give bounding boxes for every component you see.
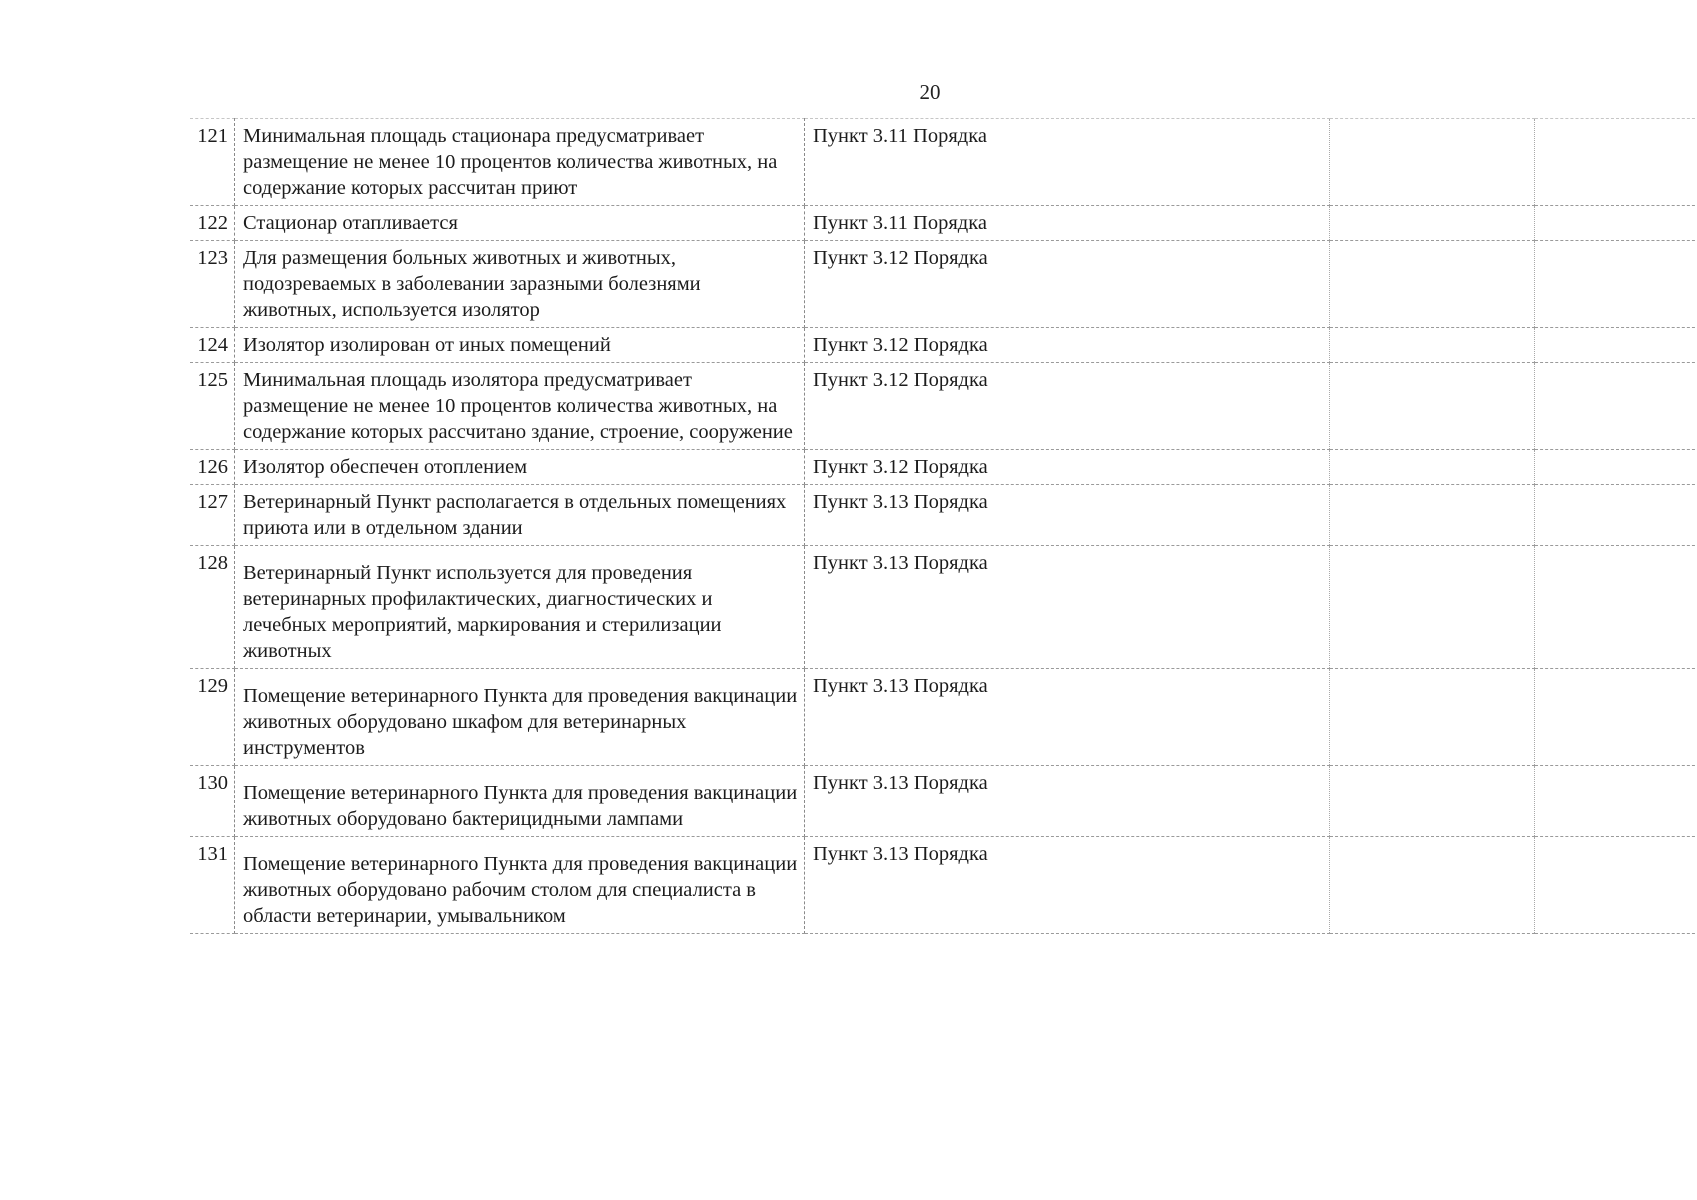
table-row (190, 766, 1697, 837)
row-number: 126 (190, 450, 235, 485)
empty-cell (1535, 119, 1697, 206)
legal-reference: Пункт 3.13 Порядка (805, 837, 1330, 934)
empty-cell (1535, 206, 1697, 241)
table-row (190, 485, 1697, 546)
row-number: 123 (190, 241, 235, 328)
table-row (190, 119, 1697, 206)
requirement-text: Ветеринарный Пункт используется для проведения ветеринарных профилактических, диагностических и лечебных мероприятий, маркирования и стерилизации животных (235, 546, 805, 669)
legal-reference: Пункт 3.13 Порядка (805, 766, 1330, 837)
row-number: 128 (190, 546, 235, 669)
table-row (190, 363, 1697, 450)
empty-cell (1535, 669, 1697, 766)
empty-cell (1330, 328, 1535, 363)
empty-cell (1535, 241, 1697, 328)
empty-cell (1330, 241, 1535, 328)
empty-cell (1330, 450, 1535, 485)
requirement-text: Минимальная площадь изолятора предусматривает размещение не менее 10 процентов количества животных, на содержание которых рассчитано здание, строение, сооружение (235, 363, 805, 450)
row-number: 129 (190, 669, 235, 766)
table-row (190, 450, 1697, 485)
table-row (190, 241, 1697, 328)
requirement-text: Помещение ветеринарного Пункта для проведения вакцинации животных оборудовано бактерицидными лампами (235, 766, 805, 837)
legal-reference: Пункт 3.12 Порядка (805, 450, 1330, 485)
legal-reference: Пункт 3.12 Порядка (805, 241, 1330, 328)
legal-reference: Пункт 3.11 Порядка (805, 206, 1330, 241)
empty-cell (1330, 669, 1535, 766)
requirements-table (190, 118, 1697, 934)
requirement-text: Для размещения больных животных и животных, подозреваемых в заболевании заразными болезнями животных, используется изолятор (235, 241, 805, 328)
requirement-text: Помещение ветеринарного Пункта для проведения вакцинации животных оборудовано шкафом для ветеринарных инструментов (235, 669, 805, 766)
empty-cell (1535, 485, 1697, 546)
table-row (190, 328, 1697, 363)
empty-cell (1535, 450, 1697, 485)
row-number: 131 (190, 837, 235, 934)
empty-cell (1535, 837, 1697, 934)
legal-reference: Пункт 3.13 Порядка (805, 669, 1330, 766)
table-row (190, 837, 1697, 934)
row-number: 130 (190, 766, 235, 837)
legal-reference: Пункт 3.12 Порядка (805, 328, 1330, 363)
row-number: 121 (190, 119, 235, 206)
requirement-text: Изолятор изолирован от иных помещений (235, 328, 805, 363)
empty-cell (1330, 363, 1535, 450)
empty-cell (1535, 328, 1697, 363)
table-row (190, 669, 1697, 766)
empty-cell (1330, 119, 1535, 206)
empty-cell (1330, 837, 1535, 934)
requirement-text: Минимальная площадь стационара предусматривает размещение не менее 10 процентов количества животных, на содержание которых рассчитан приют (235, 119, 805, 206)
requirement-text: Помещение ветеринарного Пункта для проведения вакцинации животных оборудовано рабочим столом для специалиста в области ветеринарии, умывальником (235, 837, 805, 934)
row-number: 122 (190, 206, 235, 241)
legal-reference: Пункт 3.13 Порядка (805, 485, 1330, 546)
table-row (190, 546, 1697, 669)
legal-reference: Пункт 3.13 Порядка (805, 546, 1330, 669)
empty-cell (1330, 766, 1535, 837)
empty-cell (1535, 546, 1697, 669)
requirement-text: Изолятор обеспечен отоплением (235, 450, 805, 485)
requirement-text: Ветеринарный Пункт располагается в отдельных помещениях приюта или в отдельном здании (235, 485, 805, 546)
row-number: 124 (190, 328, 235, 363)
table-row (190, 206, 1697, 241)
requirement-text: Стационар отапливается (235, 206, 805, 241)
empty-cell (1535, 766, 1697, 837)
empty-cell (1330, 206, 1535, 241)
empty-cell (1330, 546, 1535, 669)
page-number: 20 (919, 80, 941, 104)
legal-reference: Пункт 3.11 Порядка (805, 119, 1330, 206)
row-number: 127 (190, 485, 235, 546)
legal-reference: Пункт 3.12 Порядка (805, 363, 1330, 450)
empty-cell (1330, 485, 1535, 546)
empty-cell (1535, 363, 1697, 450)
row-number: 125 (190, 363, 235, 450)
